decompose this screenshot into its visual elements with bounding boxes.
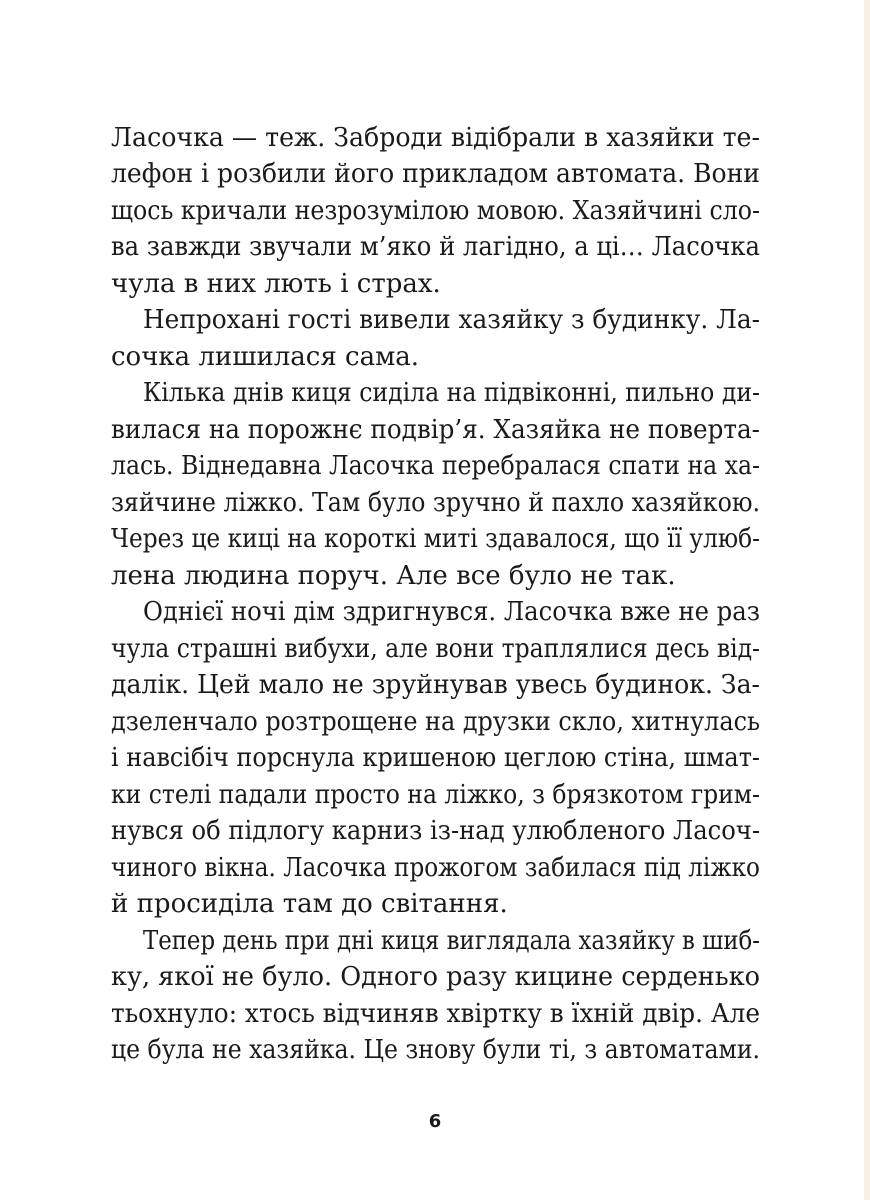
text-line-indent: Однієї ночі дім здригнувся. Ласочка вже не раз bbox=[143, 597, 760, 628]
text-line-last: лена людина поруч. Але все було не так. bbox=[111, 560, 676, 591]
text-line-indent: Тепер день при дні киця виглядала хазяйку в шиб- bbox=[143, 925, 761, 956]
text-line: дзеленчало розтрощене на друзки скло, хитнулась bbox=[111, 706, 760, 737]
text-line-last: й просиділа там до світання. bbox=[111, 889, 508, 920]
text-line: ку, якої не було. Одного разу кицине серденько bbox=[111, 962, 761, 993]
text-line: зяйчине ліжко. Там було зручно й пахло хазяйкою. bbox=[111, 487, 761, 518]
text-line: Ласочка — теж. Заброди відібрали в хазяйки те- bbox=[111, 123, 760, 153]
text-line: Через це киці на короткі миті здавалося, що її улюб- bbox=[111, 524, 760, 555]
text-line: лефон і розбили його прикладом автомата. Вони bbox=[111, 159, 760, 190]
text-line-indent: Кілька днів киця сиділа на підвіконні, пильно ди- bbox=[143, 378, 761, 409]
text-line: тьохнуло: хтось відчиняв хвіртку в їхній двір. Але bbox=[111, 998, 760, 1029]
text-line: це була не хазяйка. Це знову були ті, з автоматами. bbox=[111, 1035, 761, 1065]
page-number: 6 bbox=[428, 1111, 442, 1132]
text-line-indent: Непрохані гості вивели хазяйку з будинку. Ла- bbox=[143, 305, 761, 336]
text-line: щось кричали незрозумілою мовою. Хазяйчині сло- bbox=[111, 195, 760, 226]
text-line: і навсібіч порснула кришеною цеглою стіна, шмат- bbox=[111, 743, 761, 774]
text-line: чиного вікна. Ласочка прожогом забилася під ліжко bbox=[111, 852, 760, 883]
text-line: нувся об підлогу карниз із-над улюбленого Ласоч- bbox=[111, 816, 760, 847]
text-line: далік. Цей мало не зруйнував увесь будинок. За- bbox=[111, 670, 761, 701]
text-line: вилася на порожнє подвір’я. Хазяйка не поверта- bbox=[111, 414, 761, 445]
text-line: ки стелі падали просто на ліжко, з брязкотом грим- bbox=[111, 779, 760, 810]
text-line: лась. Віднедавна Ласочка перебралася спати на ха- bbox=[111, 451, 760, 482]
text-line: ва завжди звучали м’яко й лагідно, а ці… Ласочка bbox=[111, 232, 760, 263]
text-line-last: чула в них лють і страх. bbox=[111, 268, 441, 299]
text-line-last: сочка лишилася сама. bbox=[111, 341, 420, 372]
text-line: чула страшні вибухи, але вони траплялися десь від- bbox=[111, 633, 761, 664]
